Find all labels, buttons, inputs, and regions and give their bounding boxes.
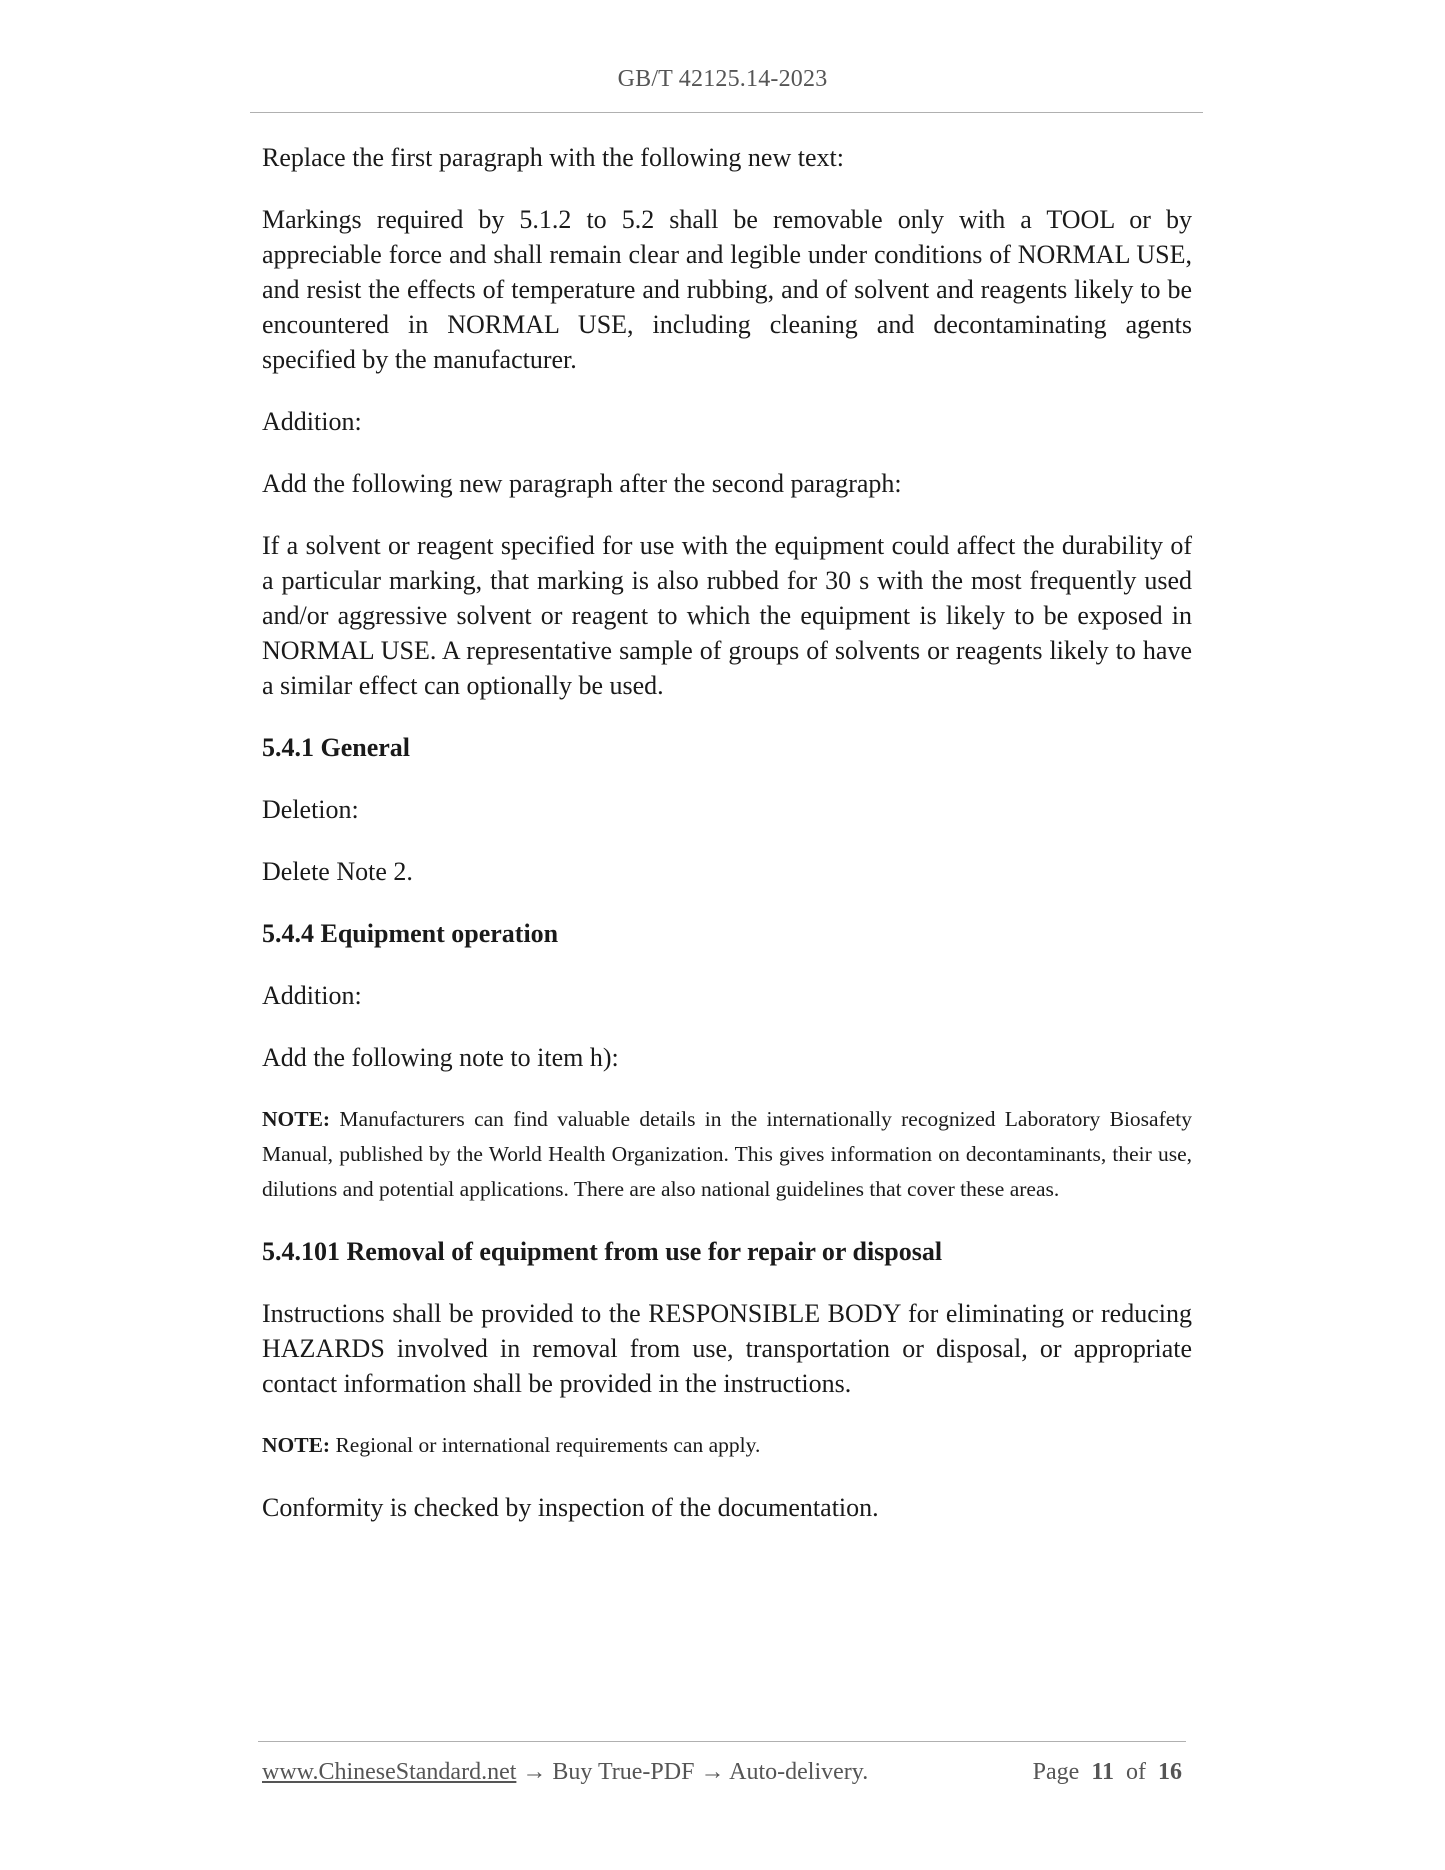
note-text: Manufacturers can find valuable details in the internationally recognized Laboratory Biosafety Manual, published by the World Health Organization. This gives information on decontaminants, their use, dilutions and potential applications. There are also national guidelines that cover these areas. [262,1107,1193,1201]
paragraph-solvent: If a solvent or reagent specified for use with the equipment could affect the durability of a particular marking, that marking is also rubbed for 30 s with the most frequently used and/or aggressive solvent or reagent to which the equipment is likely to be exposed in NORMAL USE. A representative sample of groups of solvents or reagents likely to have a similar effect can optionally be used. [262,531,1192,700]
note-biosafety [262,1102,1192,1207]
paragraph-deletion: Deletion: [262,795,359,824]
note-text: Regional or international requirements can apply. [335,1433,761,1457]
paragraph-addition-2: Addition: [262,981,362,1010]
paragraph-add-note-instruction: Add the following note to item h): [262,1043,619,1072]
page-total: 16 [1158,1759,1182,1785]
arrow-right-icon: → [700,1759,725,1785]
paragraph-markings: Markings required by 5.1.2 to 5.2 shall be removable only with a TOOL or by appreciable force and shall remain clear and legible under conditions of NORMAL USE, and resist the effects of temperature and rubbing, and of solvent and reagents likely to be encountered in NORMAL USE, including cleaning and decontaminating agents specified by the manufacturer. [262,205,1192,374]
auto-delivery-text: Auto-delivery. [729,1759,869,1785]
document-body [262,140,1192,1552]
heading-5-4-101: 5.4.101 Removal of equipment from use for repair or disposal [262,1237,943,1266]
note-regional [262,1428,1192,1463]
heading-5-4-4: 5.4.4 Equipment operation [262,919,559,948]
note-label: NOTE: [262,1433,331,1457]
footer-links [262,1756,868,1788]
header-divider [250,112,1203,113]
page-header-title: GB/T 42125.14-2023 [617,66,828,92]
paragraph-instructions: Instructions shall be provided to the RESPONSIBLE BODY for eliminating or reducing HAZARDS involved in removal from use, transportation or disposal, or appropriate contact information shall be provided in the instructions. [262,1299,1192,1398]
paragraph-delete-note: Delete Note 2. [262,857,413,886]
note-label: NOTE: [262,1107,331,1131]
arrow-right-icon: → [522,1759,547,1785]
page-of: of [1126,1759,1146,1785]
paragraph-add-instruction: Add the following new paragraph after the second paragraph: [262,469,902,498]
paragraph-conformity: Conformity is checked by inspection of the documentation. [262,1493,879,1522]
chinesestandard-link[interactable]: www.ChineseStandard.net [262,1759,517,1785]
page-label: Page [1032,1759,1080,1785]
heading-5-4-1: 5.4.1 General [262,733,411,762]
paragraph-replace-instruction: Replace the first paragraph with the following new text: [262,143,844,172]
page-number [1033,1756,1182,1788]
buy-true-pdf-text: Buy True-PDF [552,1759,695,1785]
paragraph-addition: Addition: [262,407,362,436]
page-current: 11 [1091,1759,1114,1785]
footer-divider [258,1741,1186,1742]
